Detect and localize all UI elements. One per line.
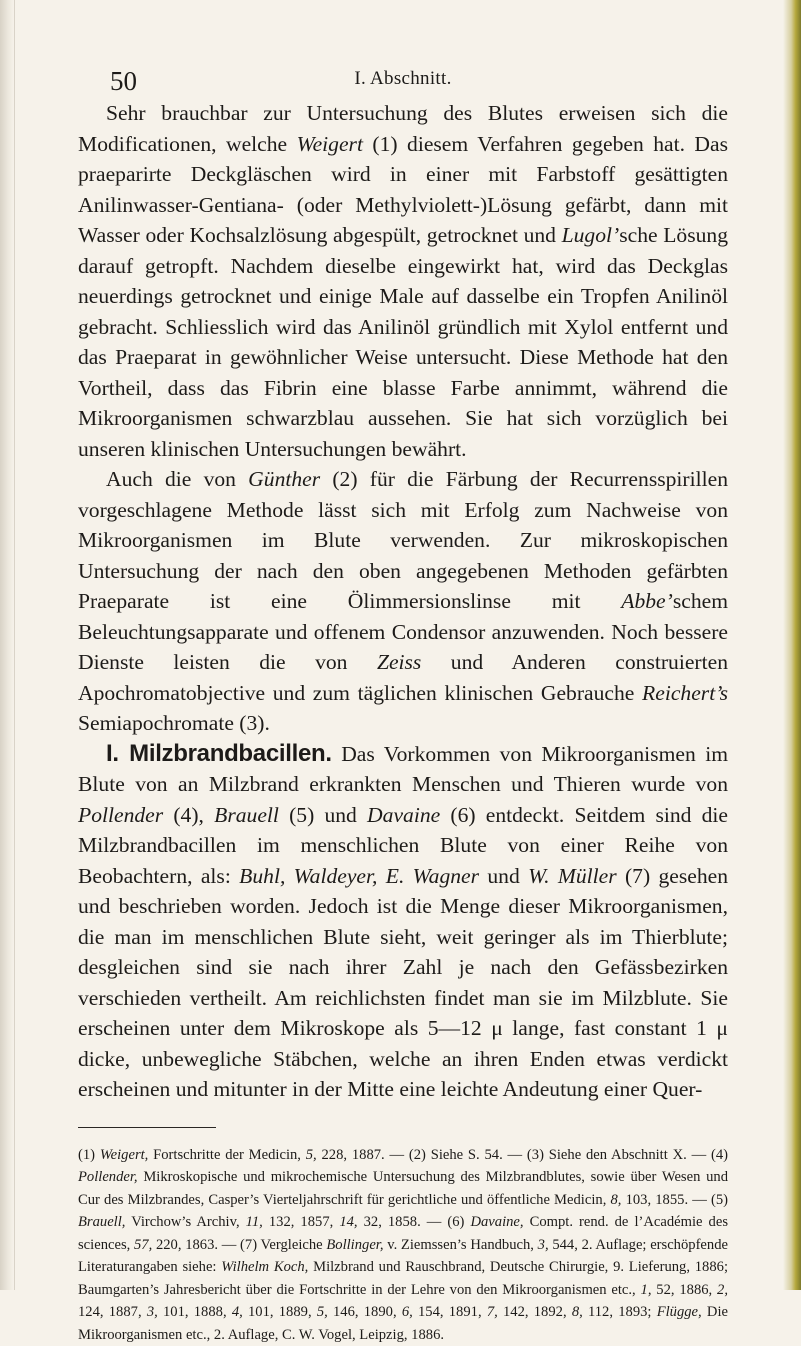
note-text: Die Mikroorganismen etc., 2. Auflage, C. W. Vogel, Leipzig, 1886.: [78, 1304, 728, 1343]
note-volume: 6,: [402, 1304, 413, 1320]
note-text: 228, 1887. — (2) Siehe S. 54. — (3) Siehe den Abschnitt X. — (4): [317, 1147, 728, 1163]
note-text: 101, 1888,: [158, 1304, 232, 1320]
author-name: Weigert: [297, 132, 363, 156]
book-page: [78, 58, 728, 1346]
text-run: und: [479, 864, 528, 888]
note-text: (1): [78, 1147, 100, 1163]
author-name: Reichert’s: [642, 681, 728, 705]
paragraph-1: [78, 98, 728, 464]
paragraph-3: [78, 739, 728, 1105]
note-text: 132, 1857,: [263, 1214, 340, 1230]
note-text: 112, 1893;: [583, 1304, 657, 1320]
paragraph-2: [78, 464, 728, 739]
text-run: (7) gesehen und beschrieben worden. Jedoch ist die Menge dieser Mikroorganismen, die man im menschlichen Blute sieht, weit geringer als im Thierblute; desgleichen sind sie nach ihrer Zahl je nach den Gefässbezirken verschieden vertheilt. Am reichlichsten findet man sie im Milzblute. Sie erscheinen unter dem Mikroskope als 5—12 μ lange, fast constant 1 μ dicke, unbewegliche Stäbchen, welche an ihren Enden etwas verdickt erscheinen und mitunter in der Mitte eine leichte Andeutung einer Quer-: [78, 864, 728, 1102]
note-text: 52, 1886,: [651, 1282, 717, 1298]
note-text: 103, 1855. — (5): [621, 1192, 728, 1208]
note-volume: 11,: [246, 1214, 263, 1230]
text-run: sche Lösung darauf getropft. Nachdem dieselbe eingewirkt hat, wird das Deckglas neuerdings getrocknet und einige Male auf dasselbe ein Tropfen Anilinöl gebracht. Schliesslich wird das Anilinöl gründlich mit Xylol entfernt und das Praeparat in gewöhnlicher Weise untersucht. Diese Methode hat den Vortheil, dass das Fibrin eine blasse Farbe annimmt, während die Mikroorganismen schwarzblau aussehen. Sie hat sich vorzüglich bei unseren klinischen Untersuchungen bewährt.: [78, 223, 728, 461]
note-text: 154, 1891,: [413, 1304, 487, 1320]
page-edge: [783, 0, 801, 1290]
note-text: Fortschritte der Medicin,: [148, 1147, 305, 1163]
note-text: v. Ziemssen’s Handbuch,: [384, 1237, 538, 1253]
author-name: Lugol’: [562, 223, 620, 247]
text-run: schem Beleuchtungsapparate und offenem Condensor anzuwenden. Noch bessere Dienste leisten die von: [78, 589, 728, 674]
footnote-rule: [78, 1127, 216, 1128]
body-text: [78, 98, 728, 1105]
note-volume: 14,: [339, 1214, 357, 1230]
note-text: Compt. rend. de l’Académie des sciences,: [78, 1214, 728, 1253]
note-text: Mikroskopische und mikrochemische Untersuchung des Milzbrandblutes, sowie über Wesen und Cur des Milzbrandes, Casper’s Vierteljahrschrift für gerichtliche und öffentliche Medicin,: [78, 1169, 728, 1208]
note-text: 124, 1887,: [78, 1304, 147, 1320]
note-volume: 5,: [306, 1147, 317, 1163]
note-volume: 8,: [610, 1192, 621, 1208]
text-run: Auch die von: [106, 467, 248, 491]
footnotes: [78, 1144, 728, 1346]
note-author: Brauell,: [78, 1214, 125, 1230]
note-volume: 57,: [134, 1237, 152, 1253]
text-run: Semiapochromate (3).: [78, 711, 270, 735]
section-heading: I. Milzbrandbacillen.: [106, 740, 332, 767]
note-volume: 3,: [147, 1304, 158, 1320]
author-name: Pollender: [78, 803, 163, 827]
note-text: Virchow’s Archiv,: [125, 1214, 245, 1230]
note-volume: 8,: [572, 1304, 583, 1320]
note-volume: 2,: [717, 1282, 728, 1298]
note-author: Flügge,: [657, 1304, 702, 1320]
note-text: 142, 1892,: [498, 1304, 572, 1320]
running-head: I. Abschnitt.: [78, 68, 728, 90]
text-run: (2) für die Färbung der Recurrensspirillen vorgeschlagene Methode lässt sich mit Erfolg zum Nachweise von Mikroorganismen im Blute verwenden. Zur mikroskopischen Untersuchung der nach den oben angegebenen Methoden gefärbten Praeparate ist eine Ölimmersionslinse mit: [78, 467, 728, 613]
text-run: (1) diesem Verfahren gegeben hat. Das praeparirte Deckgläschen wird in einer mit Farbstoff gesättigten Anilinwasser-Gentiana- (oder Methylviolett-)Lösung gefärbt, dann mit Wasser oder Kochsalzlösung abgespült, getrocknet und: [78, 132, 728, 248]
text-run: (6) entdeckt. Seitdem sind die Milzbrandbacillen im menschlichen Blute von einer Reihe von Beobachtern, als:: [78, 803, 728, 888]
note-text: 146, 1890,: [328, 1304, 402, 1320]
note-volume: 7,: [487, 1304, 498, 1320]
note-text: 32, 1858. — (6): [358, 1214, 471, 1230]
author-name: Davaine: [367, 803, 440, 827]
note-volume: 1,: [641, 1282, 652, 1298]
page-header: [78, 58, 728, 98]
text-run: Das Vorkommen von Mikroorganismen im Blute von an Milzbrand erkrankten Menschen und Thieren wurde von: [78, 742, 728, 797]
note-volume: 5,: [317, 1304, 328, 1320]
note-author: Pollender,: [78, 1169, 138, 1185]
note-text: Milzbrand und Rauschbrand, Deutsche Chirurgie, 9. Lieferung, 1886; Baumgarten’s Jahresbericht über die Fortschritte in der Lehre von den Mikroorganismen etc.,: [78, 1259, 728, 1298]
note-author: Davaine,: [470, 1214, 523, 1230]
page-number: 50: [110, 66, 137, 97]
author-name: Zeiss: [377, 650, 421, 674]
author-name: Buhl, Waldeyer, E. Wagner: [239, 864, 479, 888]
book-gutter: [0, 0, 15, 1290]
note-text: 544, 2. Auflage; erschöpfende Literaturangaben siehe:: [78, 1237, 728, 1276]
note-volume: 3,: [538, 1237, 549, 1253]
text-run: Sehr brauchbar zur Untersuchung des Blutes erweisen sich die Modificationen, welche: [78, 101, 728, 156]
note-author: Weigert,: [100, 1147, 149, 1163]
text-run: (5) und: [279, 803, 367, 827]
author-name: Brauell: [214, 803, 279, 827]
note-volume: 4,: [232, 1304, 243, 1320]
author-name: Abbe’: [621, 589, 673, 613]
note-author: Wilhelm Koch,: [221, 1259, 308, 1275]
note-text: 101, 1889,: [243, 1304, 317, 1320]
note-text: 220, 1863. — (7) Vergleiche: [152, 1237, 326, 1253]
note-author: Bollinger,: [326, 1237, 383, 1253]
author-name: W. Müller: [528, 864, 617, 888]
text-run: (4),: [163, 803, 214, 827]
text-run: und Anderen construierten Apochromatobjective und zum täglichen klinischen Gebrauche: [78, 650, 728, 705]
author-name: Günther: [248, 467, 320, 491]
